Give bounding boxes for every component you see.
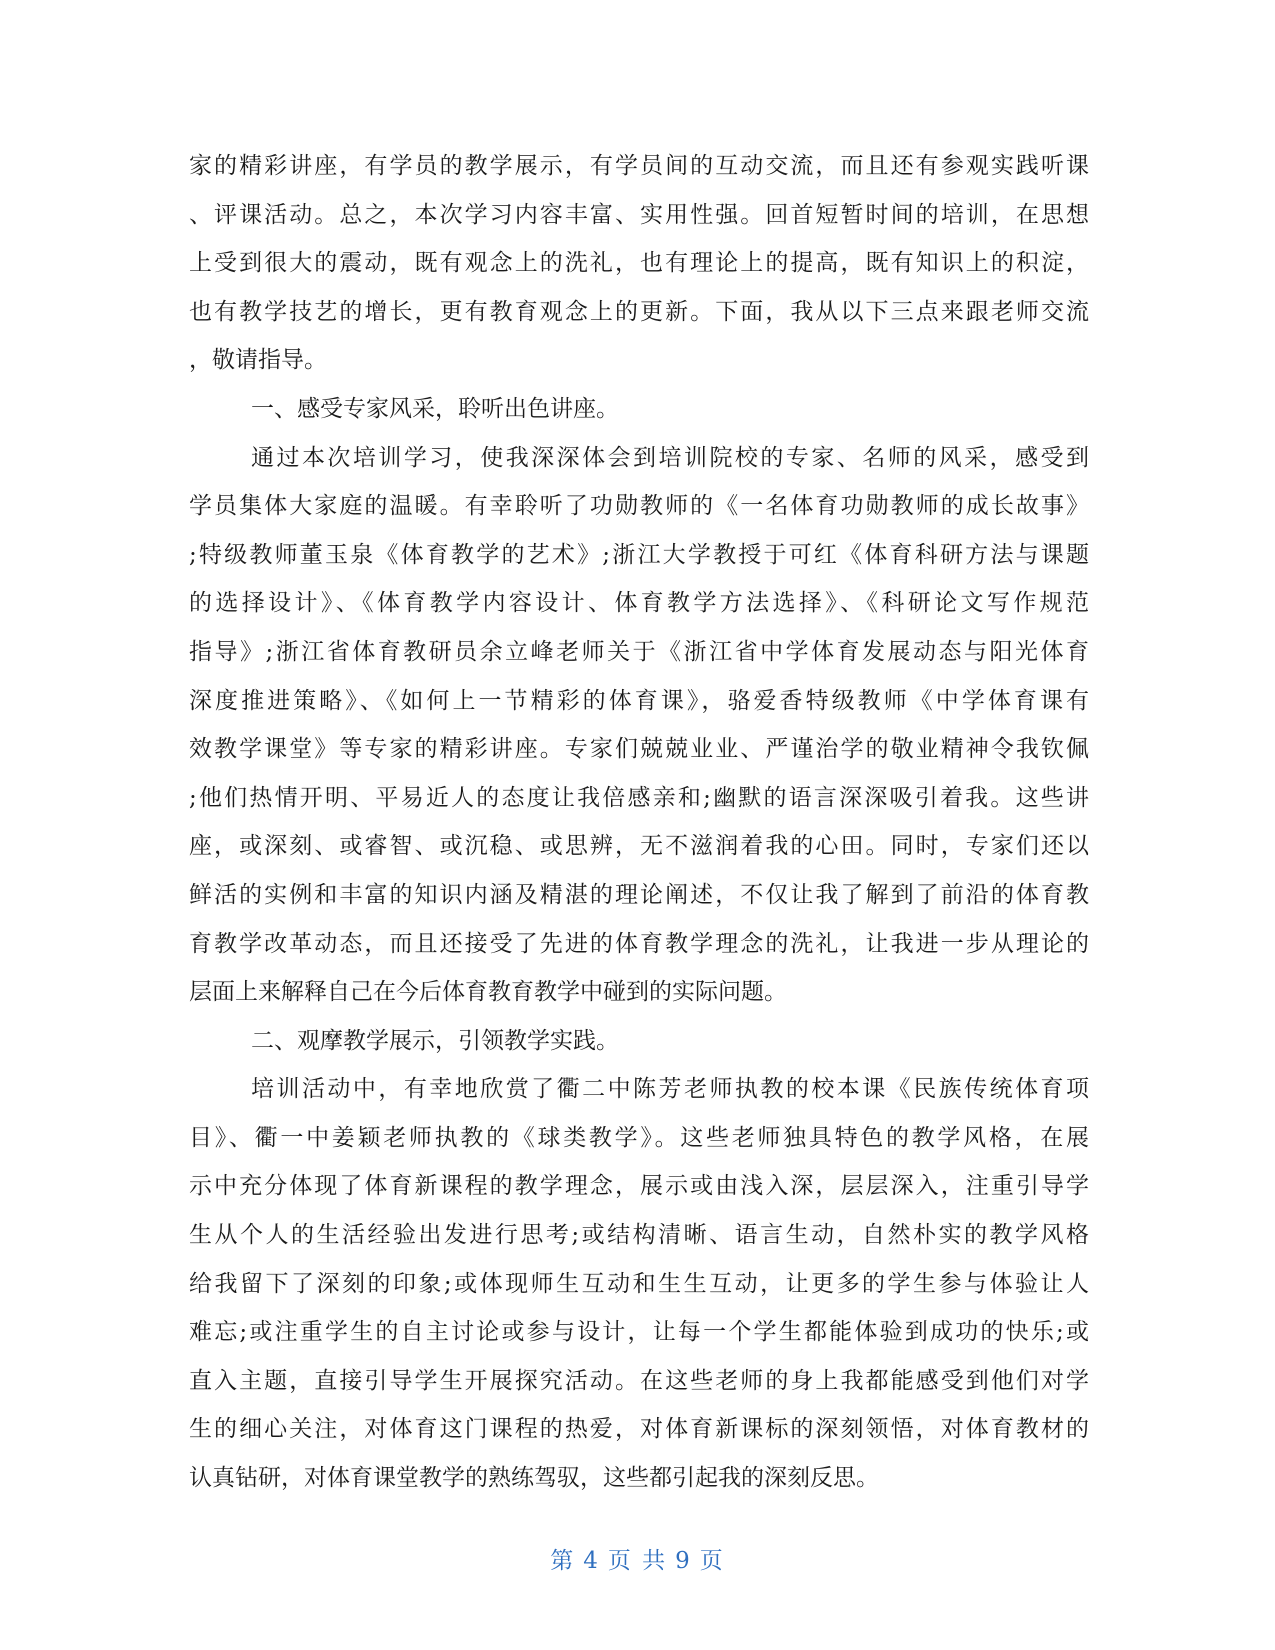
text-line: 示中充分体现了体育新课程的教学理念，展示或由浅入深，层层深入，注重引导学 xyxy=(189,1173,1089,1200)
text-line: 指导》;浙江省体育教研员余立峰老师关于《浙江省中学体育发展动态与阳光体育 xyxy=(189,638,1089,665)
text-line: 深度推进策略》、《如何上一节精彩的体育课》，骆爱香特级教师《中学体育课有 xyxy=(189,687,1089,714)
paragraph xyxy=(189,385,1089,434)
text-line: 层面上来解释自己在今后体育教育教学中碰到的实际问题。 xyxy=(189,979,787,1006)
text-line: 鲜活的实例和丰富的知识内涵及精湛的理论阐述，不仅让我了解到了前沿的体育教 xyxy=(189,881,1089,908)
text-line: ;特级教师董玉泉《体育教学的艺术》;浙江大学教授于可红《体育科研方法与课题 xyxy=(189,541,1089,568)
text-line: 育教学改革动态，而且还接受了先进的体育教学理念的洗礼，让我进一步从理论的 xyxy=(189,930,1089,957)
text-line: 生从个人的生活经验出发进行思考;或结构清晰、语言生动，自然朴实的教学风格 xyxy=(189,1222,1089,1249)
footer-prefix: 第 xyxy=(550,1548,576,1574)
footer-total-pages: 9 xyxy=(675,1548,692,1574)
paragraph xyxy=(189,142,1089,385)
text-line: 的选择设计》、《体育教学内容设计、体育教学方法选择》、《科研论文写作规范 xyxy=(189,590,1089,617)
text-line: 给我留下了深刻的印象;或体现师生互动和生生互动，让更多的学生参与体验让人 xyxy=(189,1270,1089,1297)
paragraph xyxy=(189,1065,1089,1502)
text-line: 难忘;或注重学生的自主讨论或参与设计，让每一个学生都能体验到成功的快乐;或 xyxy=(189,1319,1089,1346)
text-line: 目》、衢一中姜颖老师执教的《球类教学》。这些老师独具特色的教学风格，在展 xyxy=(189,1124,1089,1151)
text-line: 家的精彩讲座，有学员的教学展示，有学员间的互动交流，而且还有参观实践听课 xyxy=(189,153,1089,179)
text-line: 座，或深刻、或睿智、或沉稳、或思辨，无不滋润着我的心田。同时，专家们还以 xyxy=(189,833,1089,860)
text-line: 通过本次培训学习，使我深深体会到培训院校的专家、名师的风采，感受到 xyxy=(251,444,1089,471)
text-line: 、评课活动。总之，本次学习内容丰富、实用性强。回首短暂时间的培训，在思想 xyxy=(189,201,1089,228)
text-line: 生的细心关注，对体育这门课程的热爱，对体育新课标的深刻领悟，对体育教材的 xyxy=(189,1416,1089,1443)
text-line: 学员集体大家庭的温暖。有幸聆听了功勋教师的《一名体育功勋教师的成长故事》 xyxy=(189,493,1089,520)
text-line: 效教学课堂》等专家的精彩讲座。专家们兢兢业业、严谨治学的敬业精神令我钦佩 xyxy=(189,736,1089,763)
text-line: 一、感受专家风采，聆听出色讲座。 xyxy=(251,395,619,422)
text-line: ，敬请指导。 xyxy=(189,347,327,374)
text-line: 培训活动中，有幸地欣赏了衢二中陈芳老师执教的校本课《民族传统体育项 xyxy=(251,1076,1089,1103)
text-line: 直入主题，直接引导学生开展探究活动。在这些老师的身上我都能感受到他们对学 xyxy=(189,1367,1089,1394)
text-line: 上受到很大的震动，既有观念上的洗礼，也有理论上的提高，既有知识上的积淀， xyxy=(189,250,1089,277)
document-body xyxy=(189,142,1089,1503)
footer-current-page: 4 xyxy=(583,1548,600,1574)
paragraph xyxy=(189,1017,1089,1066)
footer-suffix: 页 xyxy=(699,1548,725,1574)
text-line: 认真钻研，对体育课堂教学的熟练驾驭，这些都引起我的深刻反思。 xyxy=(189,1465,879,1492)
footer-mid: 页 共 xyxy=(607,1548,668,1574)
page-footer xyxy=(0,1542,1275,1575)
text-line: ;他们热情开明、平易近人的态度让我倍感亲和;幽默的语言深深吸引着我。这些讲 xyxy=(189,784,1089,811)
paragraph xyxy=(189,434,1089,1017)
text-line: 也有教学技艺的增长，更有教育观念上的更新。下面，我从以下三点来跟老师交流 xyxy=(189,298,1089,325)
text-line: 二、观摩教学展示，引领教学实践。 xyxy=(251,1027,619,1054)
